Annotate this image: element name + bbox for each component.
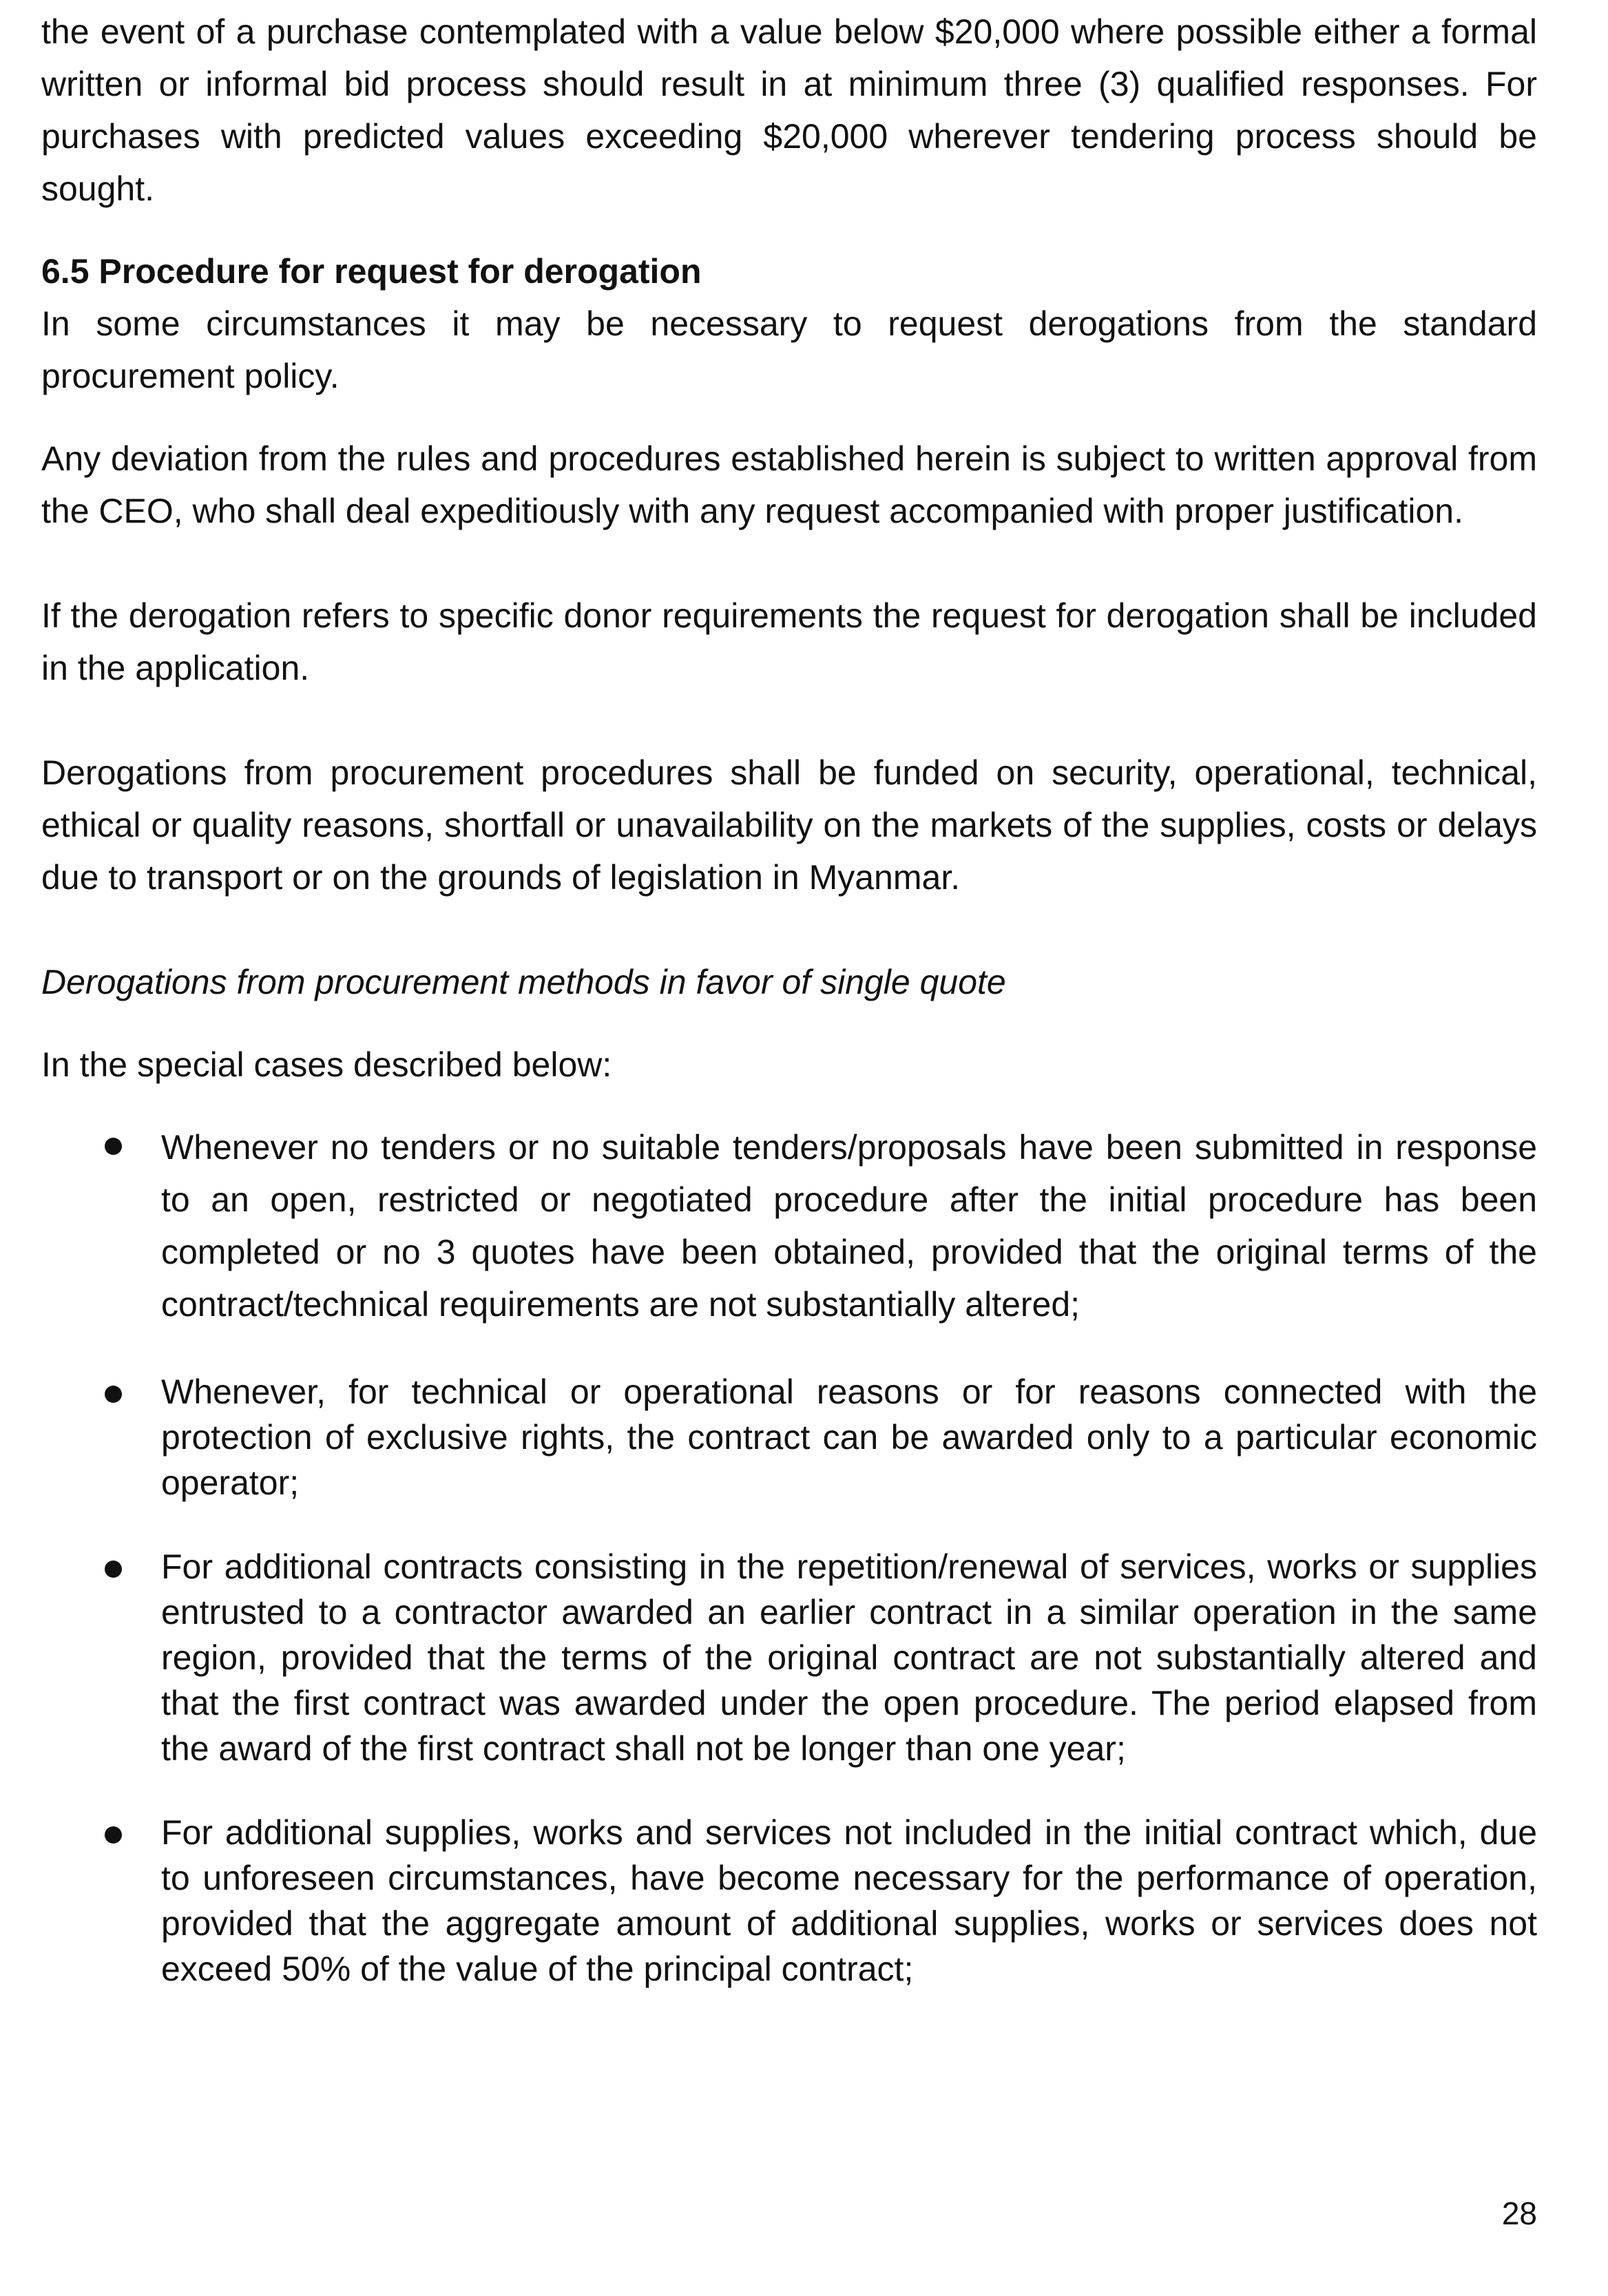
paragraph-purchase-threshold: the event of a purchase contemplated with a value below $20,000 where possible either a formal written or informal bid process should result in at minimum three (3) qualified responses. For purchases with predicted values exceeding $20,000 wherever tendering process should be sought. — [41, 12, 1537, 208]
bullet-icon — [105, 1386, 122, 1403]
paragraph-derogation-reasons: Derogations from procurement procedures shall be funded on security, operational, technical, ethical or quality reasons, shortfall or unavailability on the markets of the supplies, costs or delays due to transport or on the grounds of legislation in Myanmar. — [41, 753, 1537, 897]
list-item-text: Whenever no tenders or no suitable tenders/proposals have been submitted in response to an open, restricted or negotiated procedure after the initial procedure has been completed or no 3 quotes have been obtained, provided that the original terms of the contract/technical requirements are not substantially altered; — [161, 1128, 1537, 1324]
list-item — [41, 1544, 1537, 1771]
section-heading: 6.5 Procedure for request for derogation — [41, 252, 702, 291]
list-item — [41, 1369, 1537, 1505]
list-item — [41, 1121, 1537, 1330]
subheading-single-quote: Derogations from procurement methods in favor of single quote — [41, 963, 1006, 1001]
bullet-icon — [105, 1826, 122, 1844]
paragraph-special-cases: In the special cases described below: — [41, 1045, 612, 1084]
list-item-text: Whenever, for technical or operational reasons or for reasons connected with the protection of exclusive rights, the contract can be awarded only to a particular economic operator; — [161, 1373, 1537, 1502]
bullet-icon — [105, 1561, 122, 1578]
list-item-text: For additional contracts consisting in the repetition/renewal of services, works or supplies entrusted to a contractor awarded an earlier contract in a similar operation in the same region, provided that the terms of the original contract are not substantially altered and that the first contract was awarded under the open procedure. The period elapsed from the award of the first contract shall not be longer than one year; — [161, 1547, 1537, 1768]
page-number: 28 — [1501, 2195, 1537, 2231]
document-page — [41, 6, 1537, 1992]
paragraph-circumstances: In some circumstances it may be necessary to request derogations from the standard procurement policy. — [41, 304, 1537, 395]
paragraph-donor-requirements: If the derogation refers to specific donor requirements the request for derogation shall be included in the application. — [41, 596, 1537, 687]
paragraph-deviation-approval: Any deviation from the rules and procedures established herein is subject to written approval from the CEO, who shall deal expeditiously with any request accompanied with proper justification. — [41, 439, 1537, 530]
special-cases-list — [41, 1121, 1537, 1992]
list-item-text: For additional supplies, works and services not included in the initial contract which, due to unforeseen circumstances, have become necessary for the performance of operation, provided that the aggregate amount of additional supplies, works or services does not exceed 50% of the value of the principal contract; — [161, 1813, 1537, 1988]
list-item — [41, 1810, 1537, 1992]
bullet-icon — [105, 1138, 122, 1155]
